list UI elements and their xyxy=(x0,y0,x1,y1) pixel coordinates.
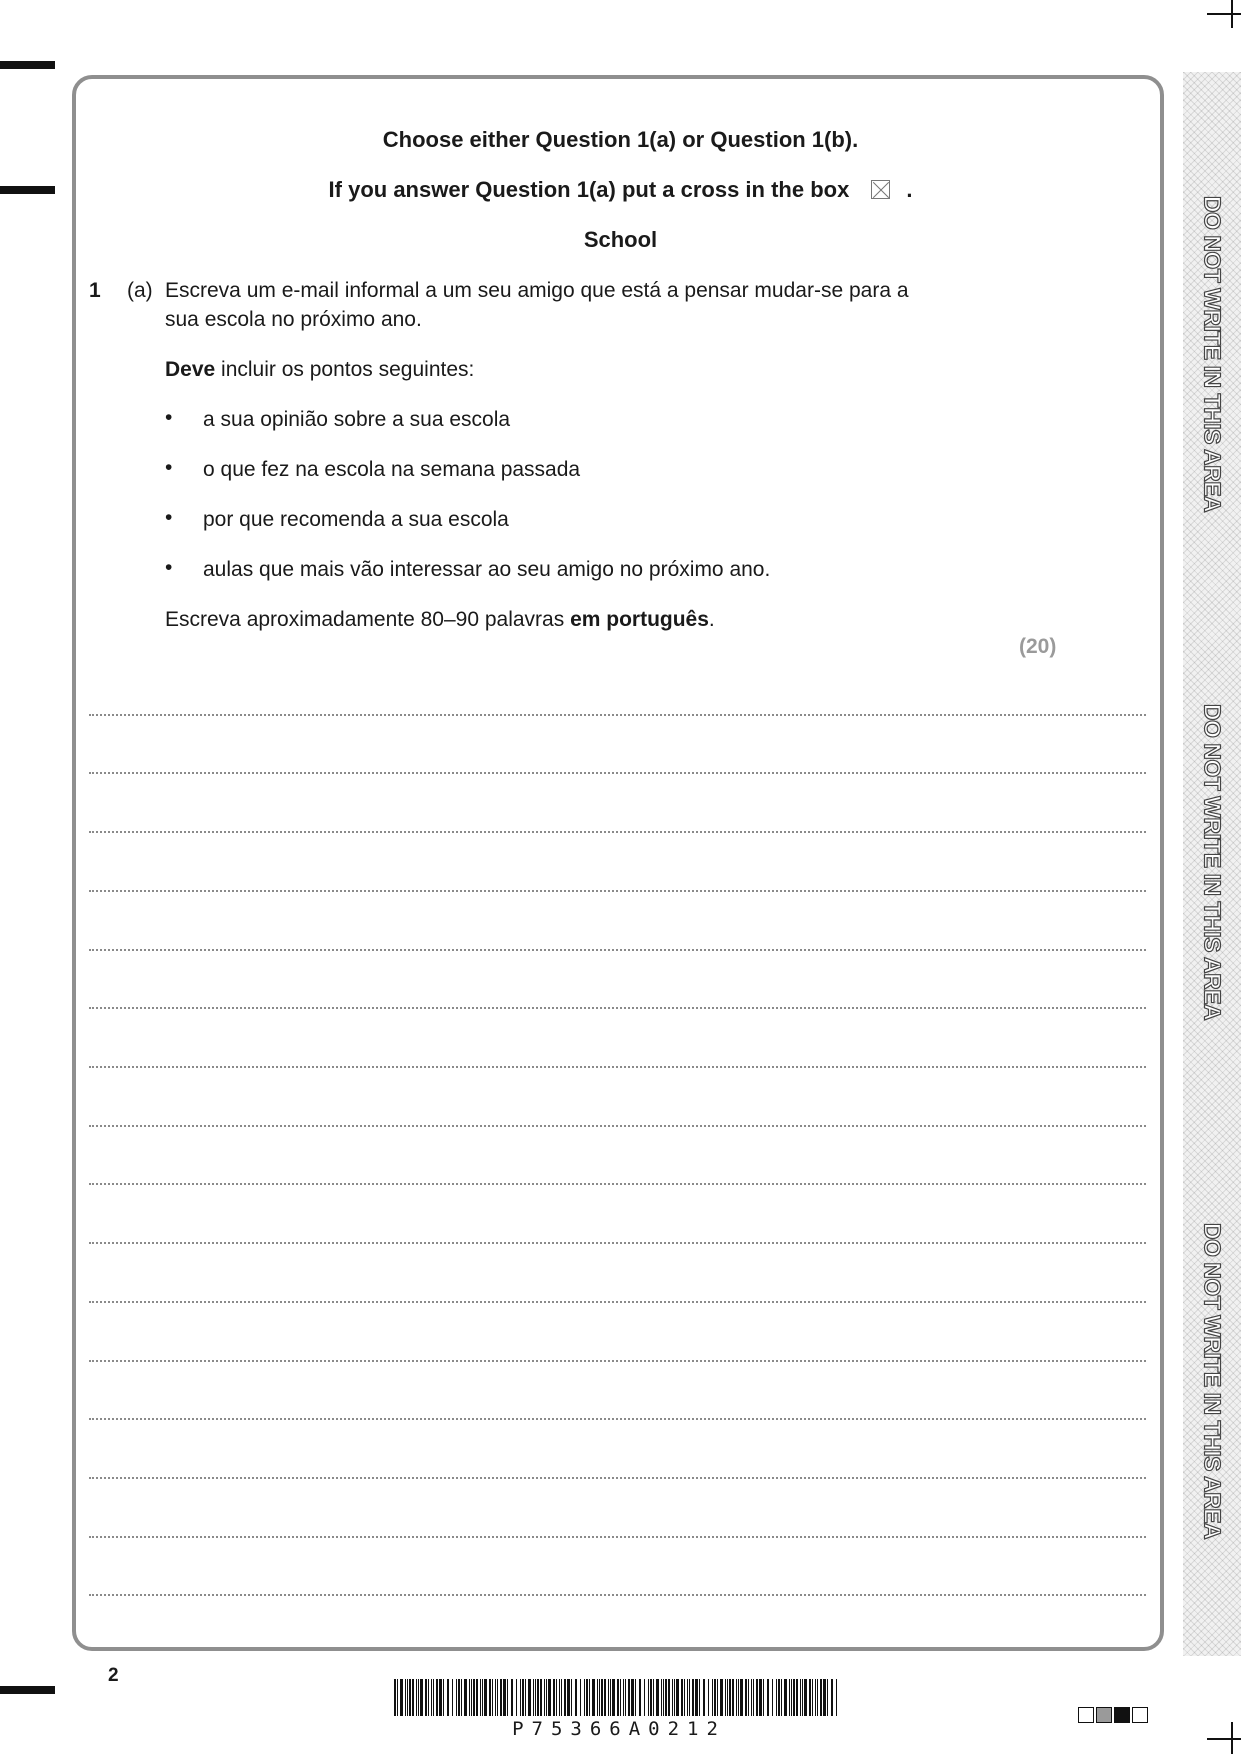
barcode-bar xyxy=(656,1679,659,1716)
barcode-bar xyxy=(400,1679,403,1716)
barcode-bar xyxy=(473,1679,475,1716)
bullet-item: por que recomenda a sua escola xyxy=(203,508,509,531)
barcode-bar xyxy=(416,1679,417,1716)
cross-box-icon[interactable] xyxy=(871,180,890,199)
barcode-bar xyxy=(592,1679,595,1716)
barcode-bar xyxy=(447,1679,449,1716)
barcode-bar xyxy=(617,1679,619,1716)
barcode-bar xyxy=(623,1679,624,1716)
barcode-bar xyxy=(759,1679,762,1716)
barcode-bar xyxy=(608,1679,609,1716)
barcode-bar xyxy=(525,1679,526,1716)
barcode-bar xyxy=(751,1679,752,1716)
barcode-bar xyxy=(409,1679,411,1716)
barcode-bar xyxy=(546,1679,547,1716)
barcode-bar xyxy=(394,1679,396,1716)
bullet-symbol: • xyxy=(165,456,173,479)
barcode-bar xyxy=(559,1679,560,1716)
barcode-bar xyxy=(620,1679,621,1716)
barcode-bar xyxy=(476,1679,478,1716)
answer-line[interactable] xyxy=(89,1242,1146,1244)
question-prompt-line-2: sua escola no próximo ano. xyxy=(165,308,422,331)
barcode-bar xyxy=(661,1679,662,1716)
cross-box-instruction-period: . xyxy=(906,177,913,202)
barcode-bar xyxy=(800,1679,801,1716)
barcode-bar xyxy=(528,1679,531,1716)
barcode-bar xyxy=(495,1679,496,1716)
barcode-bar xyxy=(732,1679,734,1716)
barcode-bar xyxy=(815,1679,816,1716)
barcode-bar xyxy=(748,1679,749,1716)
answer-line[interactable] xyxy=(89,714,1146,716)
page-marker-filled xyxy=(1114,1707,1130,1723)
bullet-item: a sua opinião sobre a sua escola xyxy=(203,408,511,431)
barcode-bar xyxy=(650,1679,652,1716)
barcode-bar xyxy=(503,1679,506,1716)
barcode-bar xyxy=(672,1679,673,1716)
barcode-bar xyxy=(567,1679,570,1716)
question-choice-instruction: Choose either Question 1(a) or Question 1(b). xyxy=(382,127,859,152)
barcode-bar xyxy=(665,1679,667,1716)
barcode-bar xyxy=(717,1679,718,1716)
bullet-instruction-rest: incluir os pontos seguintes: xyxy=(215,358,475,381)
barcode-bar xyxy=(793,1679,795,1716)
answer-line[interactable] xyxy=(89,1301,1146,1303)
bullet-symbol: • xyxy=(165,506,173,529)
barcode-bar xyxy=(452,1679,453,1716)
barcode-bar xyxy=(674,1679,675,1716)
barcode-bar xyxy=(428,1679,429,1716)
barcode-bar xyxy=(564,1679,566,1716)
answer-line[interactable] xyxy=(89,1007,1146,1009)
barcode-bar xyxy=(482,1679,483,1716)
answer-line[interactable] xyxy=(89,1066,1146,1068)
answer-line[interactable] xyxy=(89,1477,1146,1479)
barcode-bar xyxy=(456,1679,457,1716)
barcode-bar xyxy=(689,1679,690,1716)
barcode-bar xyxy=(687,1679,688,1716)
barcode-bar xyxy=(540,1679,542,1716)
barcode-bar xyxy=(756,1679,758,1716)
barcode-bar xyxy=(631,1679,634,1716)
barcode-bar xyxy=(544,1679,545,1716)
corner-mark-top-horizontal xyxy=(1207,13,1241,15)
barcode-bar xyxy=(610,1679,611,1716)
barcode-bar xyxy=(708,1679,709,1716)
barcode-bar xyxy=(500,1679,502,1716)
barcode-bar xyxy=(433,1679,434,1716)
barcode-bar xyxy=(586,1679,588,1716)
barcode-bar xyxy=(725,1679,726,1716)
barcode-bar xyxy=(703,1679,705,1716)
barcode-bar xyxy=(439,1679,442,1716)
answer-line[interactable] xyxy=(89,1360,1146,1362)
barcode-bar xyxy=(778,1679,780,1716)
answer-line[interactable] xyxy=(89,890,1146,892)
barcode-bar xyxy=(776,1679,777,1716)
barcode-bar xyxy=(480,1679,481,1716)
barcode xyxy=(394,1679,844,1716)
barcode-bar xyxy=(809,1679,811,1716)
barcode-bar xyxy=(425,1679,427,1716)
barcode-bar xyxy=(753,1679,754,1716)
barcode-bar xyxy=(796,1679,798,1716)
barcode-bar xyxy=(571,1679,572,1716)
page-marker-empty xyxy=(1078,1707,1094,1723)
barcode-bar xyxy=(471,1679,472,1716)
word-count-language: em português xyxy=(570,608,709,631)
word-count-period: . xyxy=(708,608,715,631)
do-not-write-label-bottom: DO NOT WRITE IN THIS AREA xyxy=(1199,1222,1226,1540)
barcode-bar xyxy=(729,1679,731,1716)
barcode-bar xyxy=(745,1679,747,1716)
registration-mark-top xyxy=(0,61,55,69)
bullet-symbol: • xyxy=(165,406,173,429)
word-count-text: Escreva aproximadamente 80–90 palavras xyxy=(165,608,571,631)
barcode-bar xyxy=(668,1679,670,1716)
bullet-item: o que fez na escola na semana passada xyxy=(203,458,581,481)
answer-line[interactable] xyxy=(89,1594,1146,1596)
cross-box-instruction xyxy=(0,177,1241,203)
barcode-number: P75366A0212 xyxy=(512,1718,726,1740)
barcode-bar xyxy=(461,1679,462,1716)
question-prompt-line-1: Escreva um e-mail informal a um seu amigo que está a pensar mudar-se para a xyxy=(165,279,909,302)
barcode-bar xyxy=(520,1679,521,1716)
barcode-bar xyxy=(772,1679,773,1716)
barcode-bar xyxy=(639,1679,641,1716)
barcode-bar xyxy=(589,1679,590,1716)
bullet-instruction xyxy=(165,355,474,384)
barcode-bar xyxy=(458,1679,460,1716)
barcode-bar xyxy=(681,1679,683,1716)
topic-heading: School xyxy=(583,227,658,252)
barcode-bar xyxy=(464,1679,467,1716)
barcode-bar xyxy=(407,1679,408,1716)
page-marker-grey xyxy=(1096,1707,1112,1723)
barcode-bar xyxy=(535,1679,536,1716)
do-not-write-label-middle: DO NOT WRITE IN THIS AREA xyxy=(1199,703,1226,1021)
barcode-bar xyxy=(556,1679,557,1716)
barcode-bar xyxy=(522,1679,524,1716)
answer-line[interactable] xyxy=(89,831,1146,833)
barcode-bar xyxy=(804,1679,807,1716)
barcode-bar xyxy=(561,1679,562,1716)
barcode-bar xyxy=(684,1679,685,1716)
barcode-bar xyxy=(836,1679,837,1716)
page-number: 2 xyxy=(108,1665,119,1686)
barcode-bar xyxy=(575,1679,577,1716)
barcode-bar xyxy=(827,1679,828,1716)
barcode-bar xyxy=(418,1679,419,1716)
barcode-bar xyxy=(604,1679,606,1716)
barcode-bar xyxy=(823,1679,826,1716)
barcode-bar xyxy=(738,1679,739,1716)
answer-line[interactable] xyxy=(89,1125,1146,1127)
barcode-bar xyxy=(789,1679,790,1716)
barcode-bar xyxy=(625,1679,626,1716)
barcode-bar xyxy=(663,1679,664,1716)
barcode-bar xyxy=(812,1679,813,1716)
barcode-bar xyxy=(692,1679,694,1716)
barcode-bar xyxy=(497,1679,498,1716)
barcode-bar xyxy=(676,1679,679,1716)
barcode-bar xyxy=(492,1679,493,1716)
barcode-bar xyxy=(612,1679,615,1716)
page-marker-empty xyxy=(1132,1707,1148,1723)
barcode-bar xyxy=(784,1679,787,1716)
bullet-instruction-bold: Deve xyxy=(165,358,216,381)
word-count-instruction xyxy=(165,605,715,634)
bullet-item: aulas que mais vão interessar ao seu amigo no próximo ano. xyxy=(203,558,771,581)
barcode-bar xyxy=(537,1679,539,1716)
answer-line[interactable] xyxy=(89,1536,1146,1538)
question-part: (a) xyxy=(127,279,153,302)
corner-mark-bottom-horizontal xyxy=(1207,1738,1241,1740)
barcode-bar xyxy=(635,1679,636,1716)
barcode-bar xyxy=(714,1679,716,1716)
barcode-bar xyxy=(695,1679,698,1716)
barcode-bar xyxy=(469,1679,470,1716)
barcode-bar xyxy=(767,1679,769,1716)
barcode-bar xyxy=(489,1679,491,1716)
barcode-bar xyxy=(511,1679,513,1716)
barcode-bar xyxy=(653,1679,654,1716)
registration-mark-bottom xyxy=(0,1686,55,1694)
barcode-bar xyxy=(443,1679,444,1716)
barcode-bar xyxy=(397,1679,398,1716)
barcode-bar xyxy=(831,1679,833,1716)
barcode-bar xyxy=(720,1679,723,1716)
question-number: 1 xyxy=(89,279,101,302)
barcode-bar xyxy=(584,1679,585,1716)
barcode-bar xyxy=(820,1679,822,1716)
barcode-bar xyxy=(484,1679,487,1716)
barcode-bar xyxy=(802,1679,803,1716)
barcode-bar xyxy=(412,1679,414,1716)
barcode-bar xyxy=(740,1679,743,1716)
cross-box-instruction-text: If you answer Question 1(a) put a cross in the box xyxy=(328,177,850,202)
barcode-bar xyxy=(516,1679,517,1716)
answer-line[interactable] xyxy=(89,1183,1146,1185)
barcode-bar xyxy=(431,1679,432,1716)
barcode-bar xyxy=(699,1679,700,1716)
barcode-bar xyxy=(648,1679,649,1716)
barcode-bar xyxy=(420,1679,423,1716)
barcode-bar xyxy=(553,1679,555,1716)
barcode-bar xyxy=(533,1679,534,1716)
barcode-bar xyxy=(436,1679,438,1716)
barcode-bar xyxy=(599,1679,600,1716)
barcode-bar xyxy=(781,1679,782,1716)
barcode-bar xyxy=(644,1679,645,1716)
bullet-symbol: • xyxy=(165,556,173,579)
answer-line[interactable] xyxy=(89,772,1146,774)
barcode-bar xyxy=(628,1679,630,1716)
barcode-bar xyxy=(597,1679,598,1716)
barcode-bar xyxy=(548,1679,551,1716)
marks-available: (20) xyxy=(1019,635,1057,658)
barcode-bar xyxy=(763,1679,764,1716)
answer-line[interactable] xyxy=(89,1418,1146,1420)
barcode-bar xyxy=(601,1679,603,1716)
barcode-bar xyxy=(817,1679,818,1716)
answer-line[interactable] xyxy=(89,949,1146,951)
barcode-bar xyxy=(736,1679,737,1716)
barcode-bar xyxy=(507,1679,508,1716)
barcode-bar xyxy=(727,1679,728,1716)
barcode-bar xyxy=(580,1679,581,1716)
do-not-write-label-top: DO NOT WRITE IN THIS AREA xyxy=(1199,195,1226,513)
barcode-bar xyxy=(791,1679,792,1716)
barcode-bar xyxy=(405,1679,406,1716)
barcode-bar xyxy=(712,1679,713,1716)
